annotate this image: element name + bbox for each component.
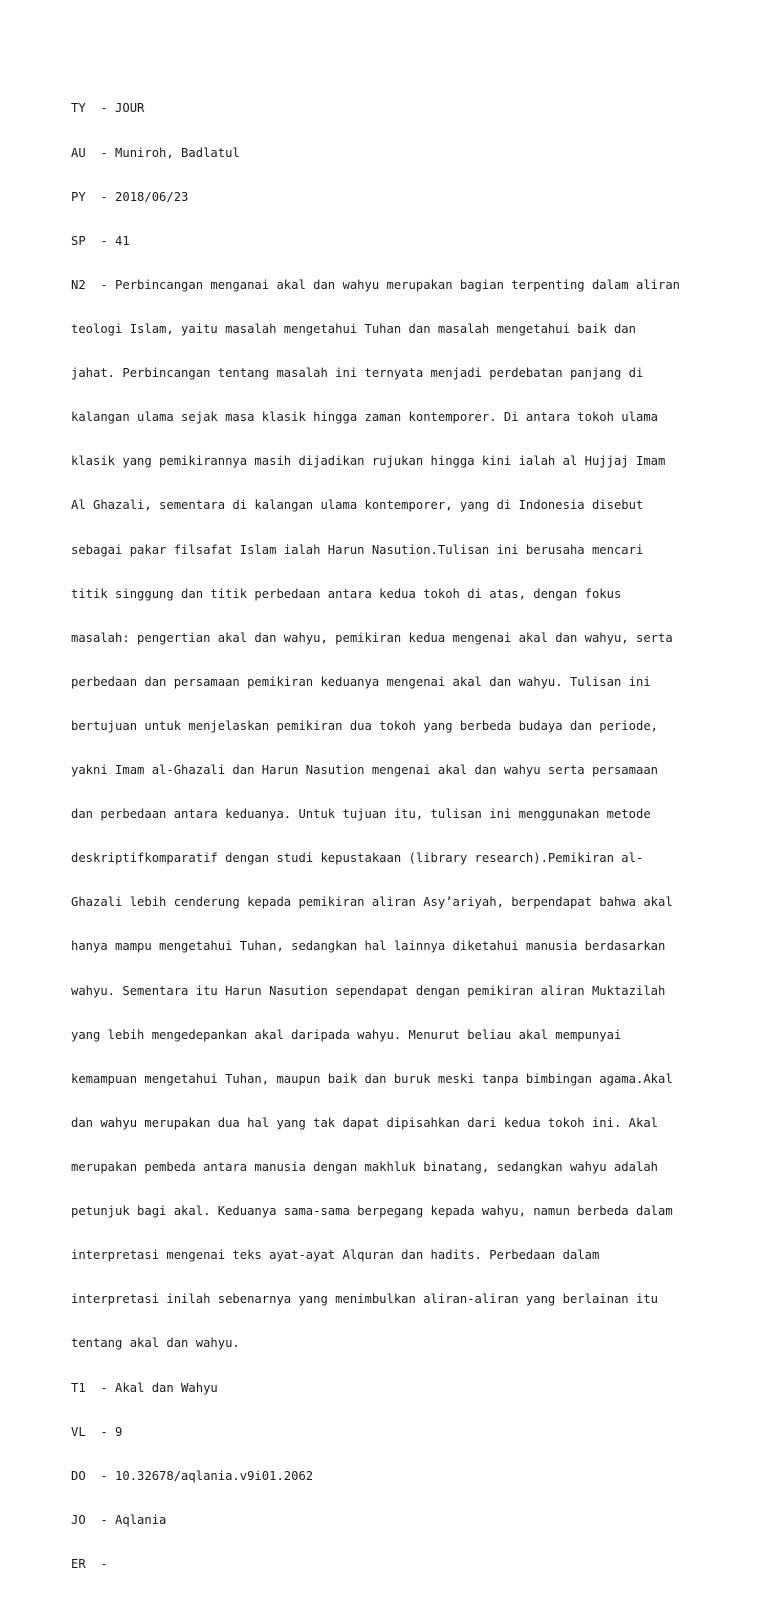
ris-line-abstract: titik singgung dan titik perbedaan antara kedua tokoh di atas, dengan fokus: [71, 586, 622, 601]
ris-citation-text: [71, 72, 711, 1601]
ris-line-abstract: sebagai pakar filsafat Islam ialah Harun Nasution.Tulisan ini berusaha mencari: [71, 542, 644, 557]
ris-line-doi: DO - 10.32678/aqlania.v9i01.2062: [71, 1468, 314, 1483]
ris-line-abstract: jahat. Perbincangan tentang masalah ini ternyata menjadi perdebatan panjang di: [71, 366, 644, 381]
ris-line-abstract: hanya mampu mengetahui Tuhan, sedangkan hal lainnya diketahui manusia berdasarkan: [71, 939, 666, 954]
ris-line-abstract: interpretasi inilah sebenarnya yang menimbulkan aliran-aliran yang berlainan itu: [71, 1292, 658, 1307]
ris-line-abstract: wahyu. Sementara itu Harun Nasution sependapat dengan pemikiran aliran Muktazilah: [71, 983, 666, 998]
ris-line-abstract: masalah: pengertian akal dan wahyu, pemikiran kedua mengenai akal dan wahyu, serta: [71, 630, 673, 645]
ris-line-abstract: Ghazali lebih cenderung kepada pemikiran aliran Asy’ariyah, berpendapat bahwa akal: [71, 895, 673, 910]
ris-line-start-page: SP - 41: [71, 233, 130, 248]
ris-line-abstract: tentang akal dan wahyu.: [71, 1336, 240, 1351]
ris-line-journal: JO - Aqlania: [71, 1512, 167, 1527]
ris-line-abstract: kemampuan mengetahui Tuhan, maupun baik dan buruk meski tanpa bimbingan agama.Akal: [71, 1071, 673, 1086]
ris-line-abstract: yang lebih mengedepankan akal daripada wahyu. Menurut beliau akal mempunyai: [71, 1027, 622, 1042]
ris-line-abstract: dan wahyu merupakan dua hal yang tak dapat dipisahkan dari kedua tokoh ini. Akal: [71, 1115, 658, 1130]
ris-line-volume: VL - 9: [71, 1424, 123, 1439]
ris-line-abstract: bertujuan untuk menjelaskan pemikiran dua tokoh yang berbeda budaya dan periode,: [71, 718, 658, 733]
ris-line-abstract: teologi Islam, yaitu masalah mengetahui Tuhan dan masalah mengetahui baik dan: [71, 321, 636, 336]
ris-line-abstract: yakni Imam al-Ghazali dan Harun Nasution mengenai akal dan wahyu serta persamaan: [71, 763, 658, 778]
ris-line-type: TY - JOUR: [71, 101, 145, 116]
ris-line-end-record: ER -: [71, 1557, 108, 1572]
ris-line-abstract: klasik yang pemikirannya masih dijadikan rujukan hingga kini ialah al Hujjaj Imam: [71, 454, 666, 469]
ris-line-abstract: deskriptifkomparatif dengan studi kepustakaan (library research).Pemikiran al-: [71, 851, 644, 866]
ris-line-abstract: dan perbedaan antara keduanya. Untuk tujuan itu, tulisan ini menggunakan metode: [71, 807, 651, 822]
ris-line-author: AU - Muniroh, Badlatul: [71, 145, 240, 160]
ris-line-abstract: N2 - Perbincangan menganai akal dan wahyu merupakan bagian terpenting dalam aliran: [71, 277, 681, 292]
ris-line-abstract: petunjuk bagi akal. Keduanya sama-sama berpegang kepada wahyu, namun berbeda dalam: [71, 1204, 673, 1219]
ris-line-abstract: interpretasi mengenai teks ayat-ayat Alquran dan hadits. Perbedaan dalam: [71, 1248, 600, 1263]
ris-line-title: T1 - Akal dan Wahyu: [71, 1380, 218, 1395]
ris-line-abstract: perbedaan dan persamaan pemikiran keduanya mengenai akal dan wahyu. Tulisan ini: [71, 674, 651, 689]
ris-line-publication-year: PY - 2018/06/23: [71, 189, 189, 204]
ris-line-abstract: Al Ghazali, sementara di kalangan ulama kontemporer, yang di Indonesia disebut: [71, 498, 644, 513]
ris-line-abstract: merupakan pembeda antara manusia dengan makhluk binatang, sedangkan wahyu adalah: [71, 1160, 658, 1175]
ris-line-abstract: kalangan ulama sejak masa klasik hingga zaman kontemporer. Di antara tokoh ulama: [71, 410, 658, 425]
